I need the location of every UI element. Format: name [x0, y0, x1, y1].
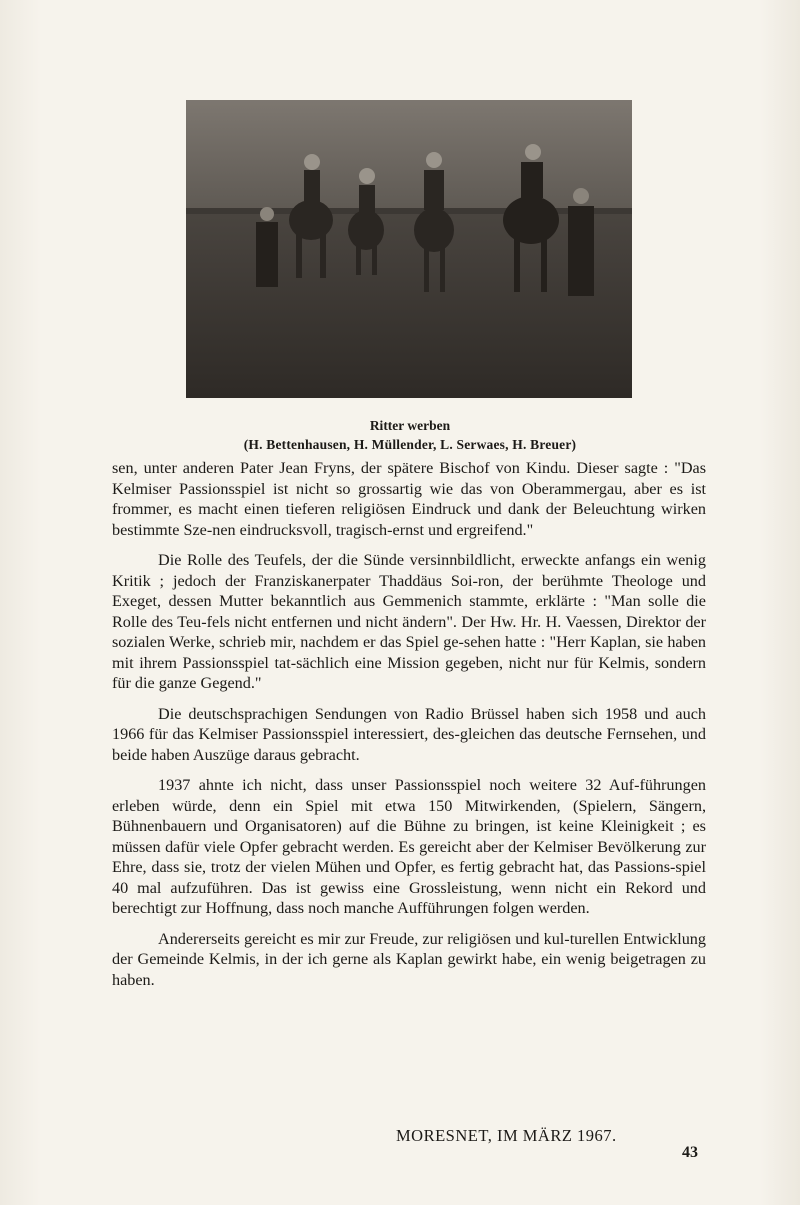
paragraph: 1937 ahnte ich nicht, dass unser Passionsspiel noch weitere 32 Auf-führungen erleben würde, denn ein Spiel mit etwa 150 Mitwirkenden, (Spielern, Sängern, Bühnenbauern und Organisatoren) auf die Bühne zu bringen, ist keine Kleinigkeit ; es müssen dafür viele Opfer gebracht werden. Es gereicht aber der Kelmiser Bevölkerung zur Ehre, dass sie, trotz der vielen Mühen und Opfer, es fertig gebracht hat, das Passions-spiel 40 mal aufzuführen. Das ist gewiss eine Grossleistung, wenn nicht ein Rekord und berechtigt zur Hoffnung, dass noch manche Aufführungen folgen werden.	[112, 776, 706, 917]
page-number: 43	[682, 1144, 698, 1161]
paragraph: Die deutschsprachigen Sendungen von Radio Brüssel haben sich 1958 und auch 1966 für das Kelmiser Passionsspiel interessiert, des-gleichen das deutsche Fernsehen, und beide haben Auszüge daraus gebracht.	[112, 704, 706, 764]
photo-caption-title: Ritter werben	[369, 418, 451, 433]
paragraph: Die Rolle des Teufels, der die Sünde versinnbildlicht, erweckte anfangs ein wenig Kritik ; jedoch der Franziskanerpater Thaddäus Soi-ron, der berühmte Theologe und Exeget, dessen Mutter bekanntlich aus Gemmenich stammte, erklärte : "Man solle die Rolle des Teu-fels nicht entfernen und nicht ändern". Der Hw. Hr. H. Vaessen, Direktor der sozialen Werke, schrieb mir, nachdem er das Spiel ge-sehen hatte : "Herr Kaplan, sie haben mit ihrem Passionsspiel tat-sächlich eine Mission gegeben, nicht nur für Kelmis, sondern für die ganze Gegend."	[112, 551, 706, 692]
photo-caption-names: (H. Bettenhausen, H. Müllender, L. Serwaes, H. Breuer)	[243, 437, 577, 452]
photo-riders-icon	[186, 100, 632, 398]
paragraph: sen, unter anderen Pater Jean Fryns, der spätere Bischof von Kindu. Dieser sagte : "Das Kelmiser Passionsspiel ist nicht so grossartig wie das von Oberammergau, aber es ist frommer, es macht einen tieferen religiösen Eindruck und dank der Beleuchtung wirken bestimmte Sze-nen eindrucksvoll, tragisch-ernst und ergreifend."	[112, 459, 706, 539]
paragraph: Andererseits gereicht es mir zur Freude, zur religiösen und kul-turellen Entwicklung der Gemeinde Kelmis, in der ich gerne als Kaplan gewirkt habe, ein wenig beigetragen zu haben.	[112, 929, 706, 989]
signature-place-date: MORESNET, IM MÄRZ 1967.	[396, 1126, 617, 1145]
body-text	[112, 458, 706, 1000]
